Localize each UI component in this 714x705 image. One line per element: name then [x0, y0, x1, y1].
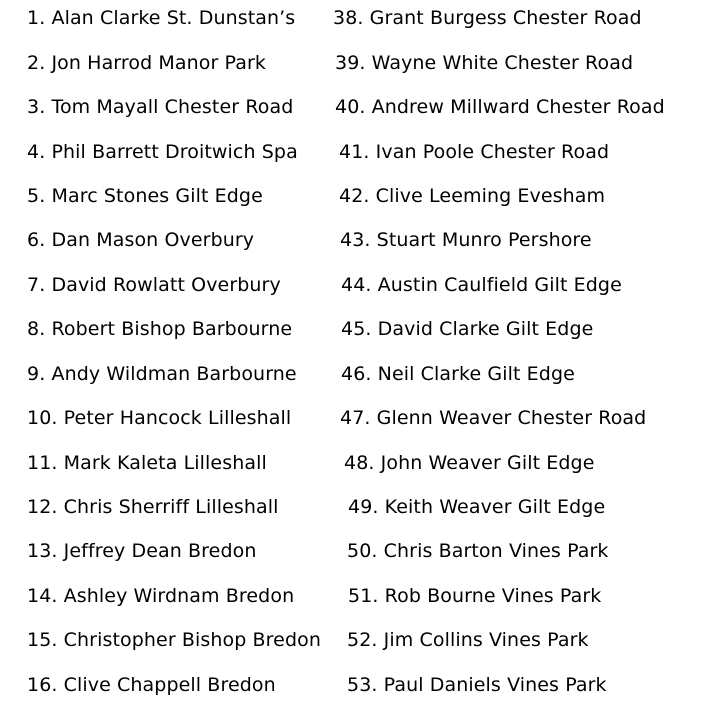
list-item: 13. Jeffrey Dean Bredon: [27, 540, 257, 562]
list-item: 42. Clive Leeming Evesham: [339, 185, 606, 207]
list-item: 51. Rob Bourne Vines Park: [348, 585, 602, 607]
list-item: 11. Mark Kaleta Lilleshall: [27, 452, 267, 474]
list-item: 44. Austin Caulfield Gilt Edge: [341, 274, 622, 296]
list-item: 9. Andy Wildman Barbourne: [27, 363, 297, 385]
list-item: 3. Tom Mayall Chester Road: [27, 96, 294, 118]
list-item: 40. Andrew Millward Chester Road: [335, 96, 665, 118]
list-item: 16. Clive Chappell Bredon: [27, 674, 276, 696]
list-item: 5. Marc Stones Gilt Edge: [27, 185, 263, 207]
list-item: 10. Peter Hancock Lilleshall: [27, 407, 292, 429]
list-item: 52. Jim Collins Vines Park: [347, 629, 589, 651]
list-item: 50. Chris Barton Vines Park: [347, 540, 609, 562]
list-item: 4. Phil Barrett Droitwich Spa: [27, 141, 298, 163]
list-item: 41. Ivan Poole Chester Road: [339, 141, 610, 163]
list-item: 43. Stuart Munro Pershore: [340, 229, 592, 251]
list-item: 46. Neil Clarke Gilt Edge: [341, 363, 575, 385]
list-item: 6. Dan Mason Overbury: [27, 229, 255, 251]
list-item: 45. David Clarke Gilt Edge: [341, 318, 594, 340]
list-item: 53. Paul Daniels Vines Park: [347, 674, 607, 696]
list-item: 48. John Weaver Gilt Edge: [344, 452, 595, 474]
list-item: 47. Glenn Weaver Chester Road: [340, 407, 647, 429]
list-item: 8. Robert Bishop Barbourne: [27, 318, 293, 340]
list-item: 1. Alan Clarke St. Dunstan’s: [27, 7, 296, 29]
list-item: 14. Ashley Wirdnam Bredon: [27, 585, 295, 607]
list-item: 38. Grant Burgess Chester Road: [333, 7, 642, 29]
list-item: 12. Chris Sherriff Lilleshall: [27, 496, 279, 518]
list-item: 49. Keith Weaver Gilt Edge: [348, 496, 606, 518]
list-item: 39. Wayne White Chester Road: [335, 52, 634, 74]
list-item: 15. Christopher Bishop Bredon: [27, 629, 321, 651]
list-item: 2. Jon Harrod Manor Park: [27, 52, 267, 74]
list-item: 7. David Rowlatt Overbury: [27, 274, 281, 296]
